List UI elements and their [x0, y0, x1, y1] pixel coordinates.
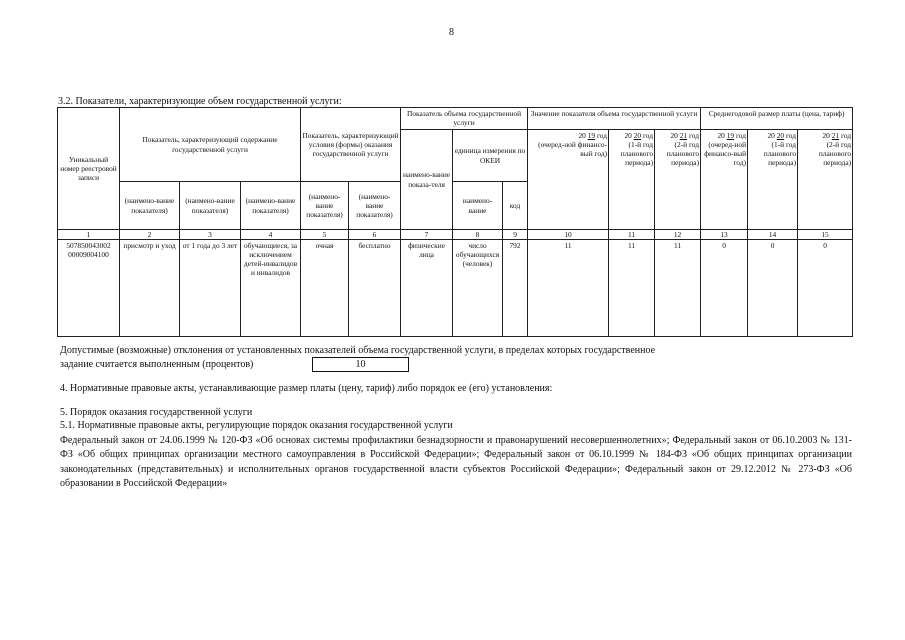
header-year-value-2: 20 20 год (1-й год планового периода)	[609, 130, 655, 230]
cell-condition-2: бесплатно	[349, 240, 401, 337]
cell-price-year-3: 0	[798, 240, 853, 337]
subheader-unit-code: код	[503, 182, 528, 230]
subheader-name-4: (наимено-вание показателя)	[301, 182, 349, 230]
subheader-name-5: (наимено-вание показателя)	[349, 182, 401, 230]
deviation-text-continued: задание считается выполненным (процентов)	[60, 359, 254, 370]
col-number: 11	[609, 230, 655, 240]
cell-condition-1: очная	[301, 240, 349, 337]
header-year-value-3: 20 21 год (2-й год планового периода)	[655, 130, 701, 230]
cell-registry-number: 507850043002 00009004100	[58, 240, 120, 337]
subheader-name-2: (наимено-вание показателя)	[180, 182, 241, 230]
col-number: 4	[241, 230, 301, 240]
cell-content-2: от 1 года до 3 лет	[180, 240, 241, 337]
cell-price-year-1: 0	[701, 240, 748, 337]
header-average-price: Среднегодовой размер платы (цена, тариф)	[701, 108, 853, 130]
header-year-price-1: 20 19 год (очеред-ной финансо-вый год)	[701, 130, 748, 230]
header-conditions-indicator: Показатель, характеризующий условия (формы) оказания государственной услуги	[301, 108, 401, 182]
subheader-name-1: (наимено-вание показателя)	[120, 182, 180, 230]
col-number: 12	[655, 230, 701, 240]
cell-unit-code: 792	[503, 240, 528, 337]
subheader-unit-name: наимено-вание	[453, 182, 503, 230]
header-year-price-3: 20 21 год (2-й год планового периода)	[798, 130, 853, 230]
col-number: 15	[798, 230, 853, 240]
col-number: 9	[503, 230, 528, 240]
cell-indicator-name: физические лица	[401, 240, 453, 337]
section-4-heading: 4. Нормативные правовые акты, устанавливающие размер платы (цену, тариф) либо порядок ее (его) установления:	[60, 383, 553, 394]
subheader-name-3: (наимено-вание показателя)	[241, 182, 301, 230]
section-title: 3.2. Показатели, характеризующие объем государственной услуги:	[58, 96, 342, 107]
laws-paragraph: Федеральный закон от 24.06.1999 № 120-ФЗ «Об основах системы профилактики безнадзорности и правонарушений несовершеннолетних»; Федеральный закон от 06.10.2003 № 131-ФЗ «Об общих принципах организации местного самоуправления в Российской Федерации»; Федеральный закон от 06.10.1999 № 184-ФЗ «Об общих принципах организации законодательных (представительных) и исполнительных органов государственной власти субъектов Российской Федерации»; Федеральный закон от 29.12.2012 № 273-ФЗ «Об образовании в Российской Федерации»	[60, 435, 852, 489]
header-year-price-2: 20 20 год (1-й год планового периода)	[748, 130, 798, 230]
volume-indicators-table	[57, 107, 853, 337]
cell-value-year-1: 11	[528, 240, 609, 337]
header-year-value-1: 20 19 год (очеред-ной финансо-вый год)	[528, 130, 609, 230]
col-number: 6	[349, 230, 401, 240]
section-5-heading: 5. Порядок оказания государственной услуги	[60, 407, 253, 418]
page-number: 8	[449, 27, 454, 38]
header-unique-number: Уникальный номер реестровой записи	[58, 108, 120, 230]
col-number: 2	[120, 230, 180, 240]
section-5-1-heading: 5.1. Нормативные правовые акты, регулирующие порядок оказания государственной услуги	[60, 420, 453, 431]
table-row	[58, 240, 853, 337]
header-indicator-name: наимено-вание показа-теля	[401, 130, 453, 230]
header-volume-value: Значение показателя объема государственной услуги	[528, 108, 701, 130]
header-volume-indicator: Показатель объема государственной услуги	[401, 108, 528, 130]
col-number: 1	[58, 230, 120, 240]
cell-value-year-2: 11	[609, 240, 655, 337]
col-number: 13	[701, 230, 748, 240]
header-unit-okei: единица измерения по ОКЕИ	[453, 130, 528, 182]
header-content-indicator: Показатель, характеризующий содержание государственной услуги	[120, 108, 301, 182]
cell-value-year-3: 11	[655, 240, 701, 337]
cell-price-year-2: 0	[748, 240, 798, 337]
cell-content-1: присмотр и уход	[120, 240, 180, 337]
col-number: 8	[453, 230, 503, 240]
deviation-text: Допустимые (возможные) отклонения от установленных показателей объема государственной услуги, в пределах которых государственное	[60, 345, 656, 356]
col-number: 5	[301, 230, 349, 240]
col-number: 14	[748, 230, 798, 240]
cell-content-3: обучающиеся, за исключением детей-инвалидов и инвалидов	[241, 240, 301, 337]
column-numbers-row	[58, 230, 853, 240]
deviation-value-box: 10	[312, 357, 409, 372]
cell-unit-name: число обучающихся (человек)	[453, 240, 503, 337]
col-number: 7	[401, 230, 453, 240]
col-number: 3	[180, 230, 241, 240]
col-number: 10	[528, 230, 609, 240]
